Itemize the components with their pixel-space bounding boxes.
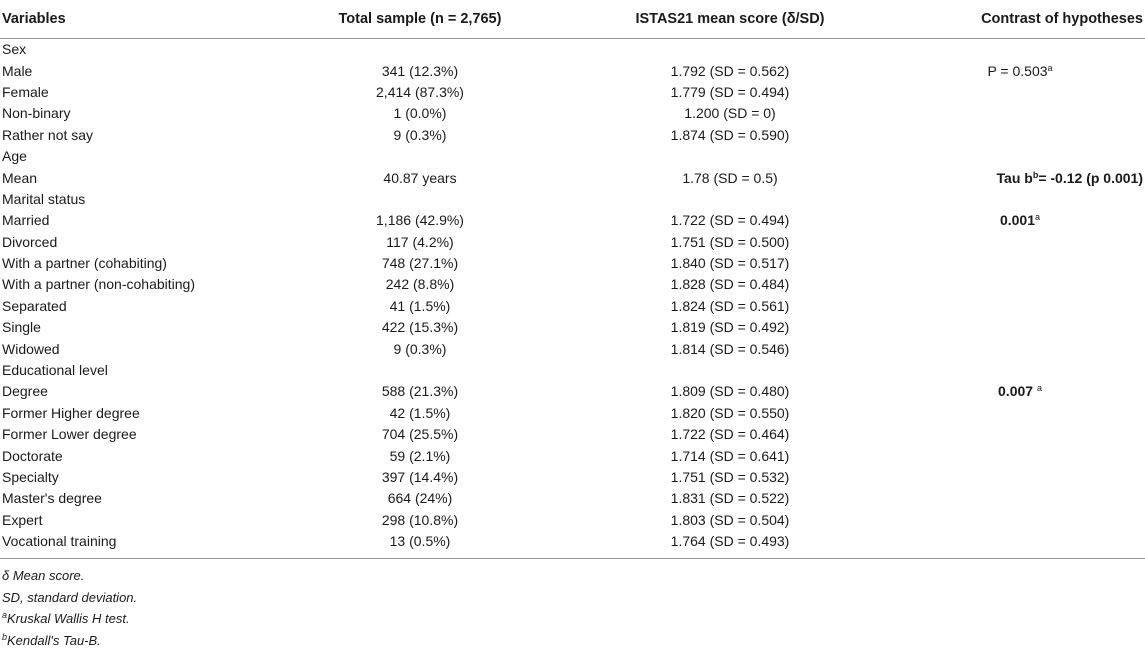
- cell-contrast: [895, 39, 1145, 61]
- cell-variable: Master's degree: [2, 490, 102, 507]
- table-row: [0, 189, 1145, 210]
- table-row: [0, 360, 1145, 381]
- cell-total: 40.87 years: [383, 169, 457, 186]
- header-variables: Variables: [0, 0, 275, 39]
- table-row: [0, 317, 1145, 338]
- cell-mean: 1.819 (SD = 0.492): [670, 319, 790, 336]
- cell-mean: [565, 146, 895, 167]
- cell-variable: Sex: [2, 41, 27, 58]
- table-row: [0, 381, 1145, 402]
- table-row: [0, 253, 1145, 274]
- contrast-marital-footnote-mark: a: [1035, 212, 1041, 223]
- contrast-age-label: Tau b: [996, 169, 1033, 186]
- cell-total: [275, 39, 565, 61]
- cell-variable: Vocational training: [2, 533, 117, 550]
- header-contrast: Contrast of hypotheses: [895, 0, 1145, 39]
- cell-mean: 1.78 (SD = 0.5): [682, 169, 778, 186]
- table-row: [0, 467, 1145, 488]
- cell-variable: Female: [2, 83, 49, 100]
- cell-total: 298 (10.8%): [381, 511, 459, 528]
- table-body: [0, 39, 1145, 559]
- table-row: [0, 445, 1145, 466]
- footnote-a: [2, 608, 1145, 630]
- cell-contrast: [895, 445, 1145, 466]
- contrast-education-footnote-mark: a: [1036, 383, 1042, 394]
- cell-variable: Separated: [2, 297, 67, 314]
- cell-mean: 1.840 (SD = 0.517): [670, 255, 790, 272]
- cell-contrast: [895, 103, 1145, 124]
- cell-variable: Marital status: [2, 190, 86, 207]
- cell-variable: With a partner (non-cohabiting): [2, 276, 195, 293]
- cell-mean: 1.803 (SD = 0.504): [670, 511, 790, 528]
- cell-contrast: [895, 253, 1145, 274]
- footnote-b-text: Kendall's Tau-B.: [7, 632, 101, 648]
- cell-contrast: [895, 274, 1145, 295]
- cell-variable: Non-binary: [2, 105, 71, 122]
- table-bottom-rule: [0, 552, 1145, 559]
- footnote-a-text: Kruskal Wallis H test.: [7, 611, 130, 627]
- cell-contrast-education: [895, 381, 1145, 402]
- table-header: [0, 0, 1145, 39]
- cell-mean: [565, 360, 895, 381]
- cell-mean: 1.751 (SD = 0.532): [670, 469, 790, 485]
- cell-contrast: [895, 403, 1145, 424]
- cell-mean: 1.714 (SD = 0.641): [670, 447, 790, 464]
- table-row: [0, 60, 1145, 81]
- table-row: [0, 82, 1145, 103]
- cell-total: 9 (0.3%): [393, 340, 447, 357]
- cell-variable: Degree: [2, 383, 48, 400]
- table-row: [0, 510, 1145, 531]
- cell-variable: Specialty: [2, 469, 59, 485]
- table-row: [0, 424, 1145, 445]
- cell-contrast: [895, 82, 1145, 103]
- cell-total: 41 (1.5%): [389, 297, 451, 314]
- cell-total: 242 (8.8%): [385, 276, 455, 293]
- cell-total: 1 (0.0%): [393, 105, 447, 122]
- cell-variable: Age: [2, 148, 27, 165]
- cell-total: 664 (24%): [387, 490, 453, 507]
- footnote-sd: SD, standard deviation.: [2, 589, 138, 605]
- table-row: [0, 488, 1145, 509]
- cell-total: 422 (15.3%): [381, 319, 459, 336]
- cell-contrast: [895, 424, 1145, 445]
- cell-total: 42 (1.5%): [389, 404, 451, 421]
- cell-mean: 1.809 (SD = 0.480): [670, 383, 790, 400]
- footnote-a-mark: a: [2, 610, 8, 621]
- cell-total: 1,186 (42.9%): [376, 212, 464, 229]
- footnote-b: [2, 630, 1145, 652]
- cell-total: 588 (21.3%): [381, 383, 459, 400]
- contrast-age-footnote-mark: b: [1032, 169, 1039, 180]
- cell-mean: 1.874 (SD = 0.590): [670, 126, 790, 143]
- cell-contrast: [895, 125, 1145, 146]
- cell-total: 13 (0.5%): [389, 533, 451, 550]
- table-row: [0, 39, 1145, 61]
- cell-total: [275, 360, 565, 381]
- cell-total: 9 (0.3%): [393, 126, 447, 143]
- cell-variable: With a partner (cohabiting): [2, 255, 167, 272]
- cell-contrast-age: [895, 167, 1145, 188]
- contrast-education-value: 0.007: [998, 383, 1037, 400]
- contrast-age-value: = -0.12 (p 0.001): [1038, 169, 1143, 186]
- header-istas-score: ISTAS21 mean score (δ/SD): [565, 0, 895, 39]
- cell-contrast: [895, 360, 1145, 381]
- cell-variable: Rather not say: [2, 126, 94, 143]
- cell-total: 117 (4.2%): [386, 233, 454, 250]
- cell-mean: 1.764 (SD = 0.493): [670, 533, 790, 550]
- cell-mean: 1.831 (SD = 0.522): [670, 490, 790, 507]
- cell-variable: Male: [2, 62, 33, 79]
- cell-mean: 1.779 (SD = 0.494): [670, 83, 790, 100]
- cell-variable: Widowed: [2, 340, 60, 357]
- cell-variable: Former Lower degree: [2, 426, 137, 443]
- cell-contrast: [895, 338, 1145, 359]
- cell-mean: 1.722 (SD = 0.464): [670, 426, 790, 443]
- contrast-sex-value: P = 0.503: [987, 62, 1048, 79]
- table-row: [0, 274, 1145, 295]
- contrast-marital-value: 0.001: [999, 212, 1036, 229]
- cell-mean: 1.824 (SD = 0.561): [670, 297, 790, 314]
- contrast-sex-footnote-mark: a: [1047, 62, 1053, 73]
- cell-total: 397 (14.4%): [381, 469, 459, 485]
- cell-mean: 1.722 (SD = 0.494): [670, 212, 790, 229]
- cell-contrast: [895, 232, 1145, 253]
- cell-contrast: [895, 296, 1145, 317]
- cell-mean: 1.820 (SD = 0.550): [670, 404, 790, 421]
- cell-mean: [565, 39, 895, 61]
- cell-variable: Former Higher degree: [2, 404, 140, 421]
- cell-contrast-sex: [895, 60, 1145, 81]
- cell-contrast: [895, 488, 1145, 509]
- cell-mean: 1.828 (SD = 0.484): [670, 276, 790, 293]
- cell-variable: Expert: [2, 511, 43, 528]
- cell-total: [275, 146, 565, 167]
- cell-variable: Doctorate: [2, 447, 63, 464]
- cell-variable: Divorced: [2, 233, 58, 250]
- cell-total: 59 (2.1%): [389, 447, 451, 464]
- cell-mean: [565, 189, 895, 210]
- cell-mean: 1.792 (SD = 0.562): [670, 62, 790, 79]
- cell-contrast: [895, 146, 1145, 167]
- footnote-delta: δ Mean score.: [2, 568, 85, 584]
- cell-total: 2,414 (87.3%): [376, 83, 464, 100]
- cell-total: 748 (27.1%): [381, 255, 459, 272]
- cell-variable: Single: [2, 319, 41, 336]
- header-total-sample: Total sample (n = 2,765): [275, 0, 565, 39]
- cell-mean: 1.200 (SD = 0): [684, 105, 776, 122]
- table-row: [0, 125, 1145, 146]
- table-row: [0, 167, 1145, 188]
- cell-variable: Mean: [2, 169, 38, 186]
- table-row: [0, 146, 1145, 167]
- table-footnotes: [0, 559, 1145, 651]
- cell-mean: 1.751 (SD = 0.500): [670, 233, 790, 250]
- table-row: [0, 232, 1145, 253]
- table-row: [0, 531, 1145, 552]
- cell-contrast: [895, 510, 1145, 531]
- cell-total: 341 (12.3%): [381, 62, 459, 79]
- cell-contrast: [895, 467, 1145, 488]
- table-row: [0, 103, 1145, 124]
- cell-variable: Educational level: [2, 362, 108, 379]
- cell-total: [275, 189, 565, 210]
- table-row: [0, 296, 1145, 317]
- table-row: [0, 338, 1145, 359]
- cell-contrast: [895, 189, 1145, 210]
- table-row: [0, 403, 1145, 424]
- cell-contrast: [895, 531, 1145, 552]
- footnote-b-mark: b: [2, 631, 8, 642]
- cell-total: 704 (25.5%): [381, 426, 459, 443]
- table-row: [0, 210, 1145, 231]
- cell-contrast-marital: [895, 210, 1145, 231]
- cell-mean: 1.814 (SD = 0.546): [670, 340, 790, 357]
- cell-variable: Married: [2, 212, 50, 229]
- header-row: [0, 0, 1145, 39]
- cell-contrast: [895, 317, 1145, 338]
